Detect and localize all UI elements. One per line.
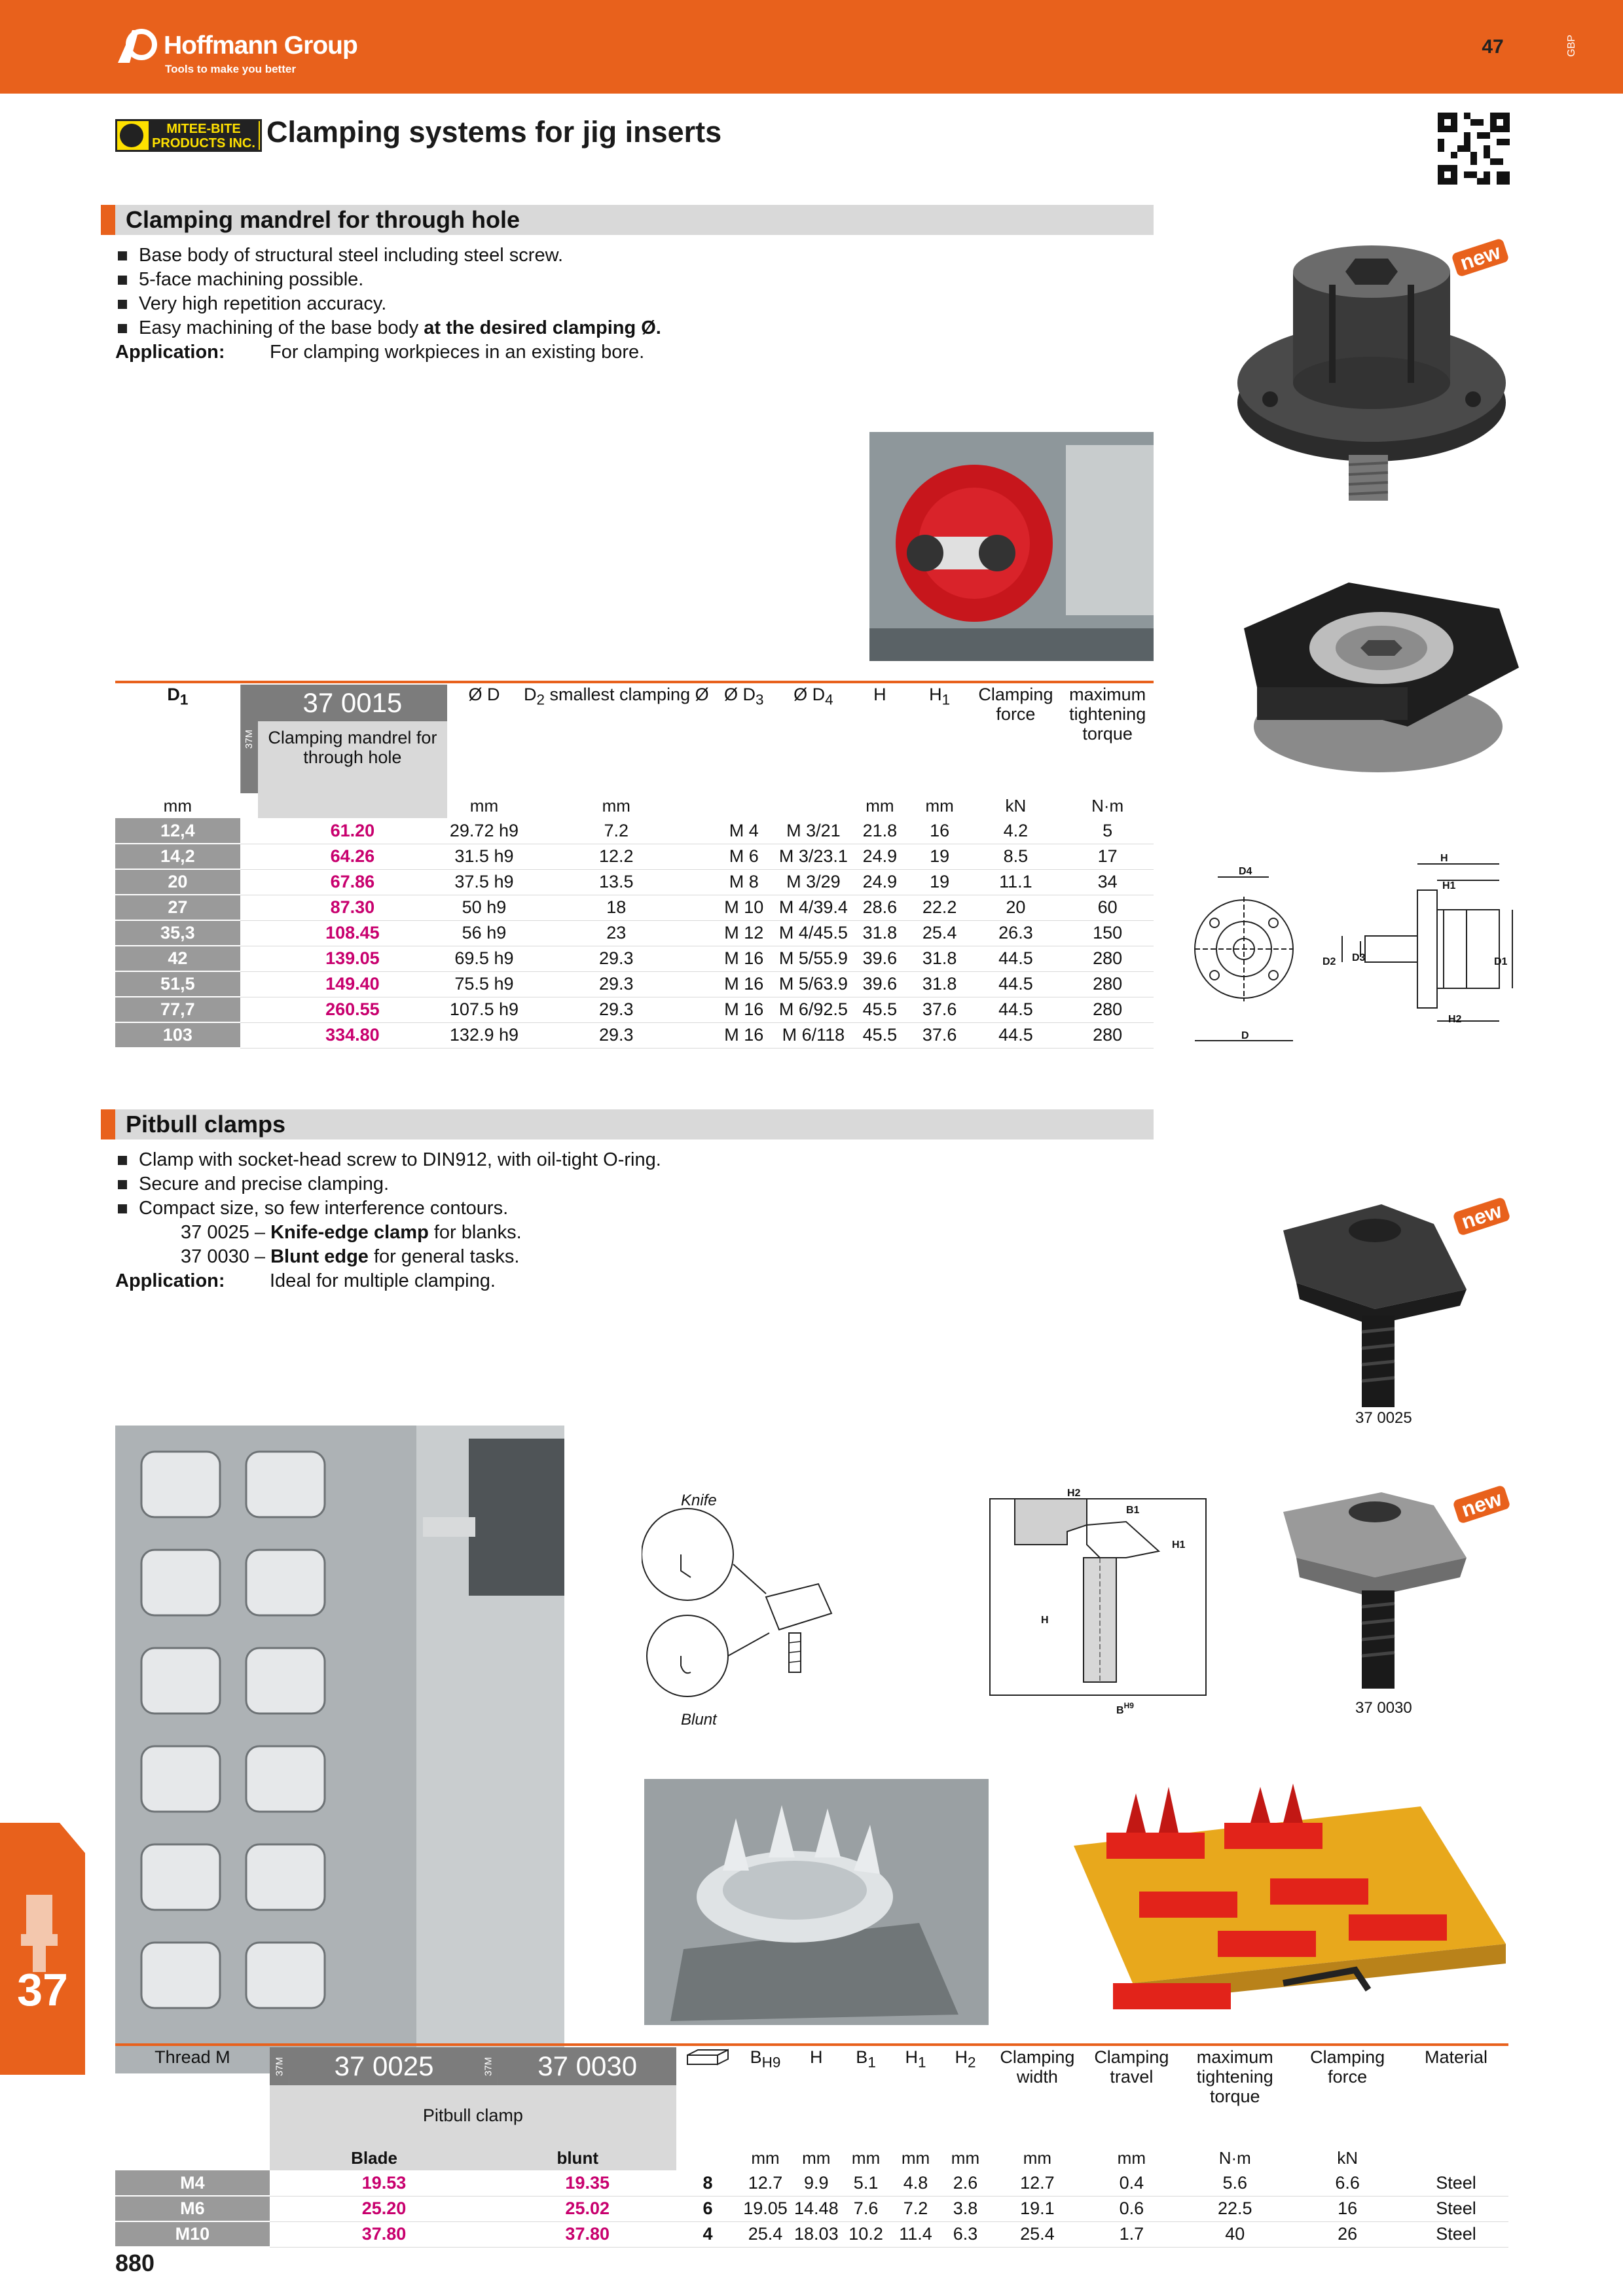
- table-cell: 29.72 h9: [447, 818, 521, 844]
- unit-cell: mm: [802, 2147, 831, 2168]
- table-cell: 25.4: [990, 2221, 1084, 2247]
- col-header-clamping-travel: Clamping travel: [1094, 2047, 1169, 2087]
- table-cell: 31.8: [909, 946, 970, 971]
- table-cell: [270, 2221, 289, 2247]
- pack-quantity-cell: 6: [676, 2196, 739, 2221]
- dim-label-b1: B1: [1126, 1505, 1140, 1516]
- price-cell: 37.80: [289, 2221, 479, 2247]
- table-row: [115, 2196, 1508, 2221]
- row-key-cell: 27: [115, 895, 240, 920]
- table-cell: M 5/63.9: [776, 971, 850, 997]
- table-cell: 26: [1291, 2221, 1404, 2247]
- article-description: Pitbull clamp: [270, 2085, 676, 2145]
- bullet-item: Base body of structural steel including steel screw.: [115, 243, 953, 268]
- price-cell: 25.20: [289, 2196, 479, 2221]
- table-cell: [479, 2221, 498, 2247]
- table-cell: 11.1: [970, 869, 1062, 895]
- table-cell: 12.2: [521, 844, 712, 869]
- bullet-item: Compact size, so few interference contours.: [115, 1196, 953, 1221]
- section-title-pitbull: Pitbull clamps: [101, 1109, 1154, 1139]
- price-cell: 19.35: [498, 2170, 676, 2196]
- table-cell: [240, 844, 258, 869]
- brand-logo: [115, 20, 397, 79]
- unit-cell: mm: [851, 2147, 881, 2168]
- table-cell: 7.6: [841, 2196, 891, 2221]
- col-header-h2: $H_2$: [955, 2047, 976, 2071]
- row-key-cell: 42: [115, 946, 240, 971]
- col-header-h1: $H_1$: [905, 2047, 926, 2071]
- unit-cell: mm: [951, 2147, 980, 2168]
- col-header-d2: $D_2$ smallest clamping Ø: [524, 685, 709, 708]
- dim-label-d: D: [1241, 1030, 1249, 1041]
- row-key-cell: 77,7: [115, 997, 240, 1022]
- row-key-cell: 103: [115, 1022, 240, 1048]
- table-cell: M 4: [712, 818, 776, 844]
- row-key-cell: M10: [115, 2221, 270, 2247]
- table-cell: [270, 2196, 289, 2221]
- table-cell: 19: [909, 869, 970, 895]
- table-cell: 18: [521, 895, 712, 920]
- logo-icon: [115, 25, 160, 64]
- table-cell: 6.3: [941, 2221, 991, 2247]
- mandrel-table: [115, 685, 1154, 1049]
- table-cell: 29.3: [521, 1022, 712, 1048]
- table-cell: 22.2: [909, 895, 970, 920]
- table-cell: 31.8: [850, 920, 909, 946]
- pack-quantity-cell: 4: [676, 2221, 739, 2247]
- col-header-h: H: [873, 685, 886, 704]
- row-key-cell: 51,5: [115, 971, 240, 997]
- price-cell: 19.53: [289, 2170, 479, 2196]
- language-code: GBP: [1566, 35, 1577, 57]
- table-cell: 107.5 h9: [447, 997, 521, 1022]
- table-cell: 18.03: [792, 2221, 841, 2247]
- bullet-item: Secure and precise clamping.: [115, 1172, 953, 1196]
- table-cell: 6.6: [1291, 2170, 1404, 2196]
- col-header-bh9: $B_{H9}$: [750, 2047, 781, 2071]
- price-cell: 67.86: [258, 869, 447, 895]
- unit-cell: mm: [866, 795, 894, 816]
- table-cell: [240, 997, 258, 1022]
- col-header-material: Material: [1425, 2047, 1488, 2067]
- table-cell: 150: [1061, 920, 1154, 946]
- machine-application-photo: [869, 432, 1154, 661]
- table-cell: 17: [1061, 844, 1154, 869]
- table-cell: 29.3: [521, 997, 712, 1022]
- page-number-bottom: 880: [115, 2250, 155, 2276]
- unit-cell: mm: [925, 795, 954, 816]
- table-row: [115, 971, 1154, 997]
- col-header-clamping-force: Clamping force: [1310, 2047, 1385, 2087]
- bullet-item: Clamp with socket-head screw to DIN912, with oil-tight O-ring.: [115, 1148, 953, 1172]
- pitbull-dimension-drawing: [989, 1486, 1211, 1728]
- table-row: [115, 2170, 1508, 2196]
- table-cell: 29.3: [521, 946, 712, 971]
- col-header-h: H: [810, 2047, 823, 2067]
- table-cell: 132.9 h9: [447, 1022, 521, 1048]
- table-cell: 37.5 h9: [447, 869, 521, 895]
- table-cell: 25.4: [909, 920, 970, 946]
- dim-label-h: H: [1041, 1615, 1049, 1626]
- table-cell: 45.5: [850, 997, 909, 1022]
- table-cell: [479, 2170, 498, 2196]
- bullet-item: Very high repetition accuracy.: [115, 292, 953, 316]
- col-header-max-torque: maximum tightening torque: [1069, 685, 1146, 744]
- table-row: [115, 920, 1154, 946]
- fixture-photo: [644, 1779, 989, 2025]
- table-cell: 21.8: [850, 818, 909, 844]
- table-cell: 69.5 h9: [447, 946, 521, 971]
- table-cell: 39.6: [850, 971, 909, 997]
- price-cell: 61.20: [258, 818, 447, 844]
- article-number-blunt: 37 0030: [498, 2047, 676, 2085]
- dim-label-h1: H1: [1172, 1539, 1186, 1551]
- mitee-bite-logo-text: MITEE-BITE PRODUCTS INC.: [149, 121, 259, 150]
- col-header-blunt: blunt: [479, 2145, 676, 2170]
- col-header-h1: $H_1$: [929, 685, 951, 708]
- row-key-cell: 35,3: [115, 920, 240, 946]
- brand-name: Hoffmann Group: [164, 31, 357, 60]
- table-cell: 31.8: [909, 971, 970, 997]
- table-cell: 44.5: [970, 971, 1062, 997]
- table-row: [115, 869, 1154, 895]
- brand-tagline: Tools to make you better: [165, 63, 296, 75]
- mitee-bite-badge: [115, 119, 262, 152]
- table-cell: 3.8: [941, 2196, 991, 2221]
- table-cell: 50 h9: [447, 895, 521, 920]
- article-number-knife: 37 0025: [289, 2047, 479, 2085]
- table-row: [115, 844, 1154, 869]
- price-cell: 25.02: [498, 2196, 676, 2221]
- pitbull-table: [115, 2047, 1508, 2248]
- table-cell: 280: [1061, 1022, 1154, 1048]
- table-cell: 26.3: [970, 920, 1062, 946]
- table-cell: 20: [970, 895, 1062, 920]
- row-key-cell: 20: [115, 869, 240, 895]
- table-cell: 7.2: [891, 2196, 941, 2221]
- table-cell: [270, 2170, 289, 2196]
- unit-cell: mm: [751, 2147, 780, 2168]
- section1-bullets: [115, 243, 953, 365]
- knife-blunt-diagram: [642, 1486, 884, 1734]
- unit-cell: mm: [469, 795, 499, 816]
- diagram-label-knife: Knife: [681, 1492, 717, 1509]
- table-cell: M 3/23.1: [776, 844, 850, 869]
- section2-bullets: [115, 1148, 953, 1293]
- table-cell: 5: [1061, 818, 1154, 844]
- unit-cell: N·m: [1218, 2147, 1251, 2168]
- table-cell: 45.5: [850, 1022, 909, 1048]
- table-cell: 2.6: [941, 2170, 991, 2196]
- table-cell: 37.6: [909, 1022, 970, 1048]
- multiple-clamping-photo: [115, 1426, 564, 2073]
- table-row: [115, 895, 1154, 920]
- clamping-mandrel-topview-photo: [1231, 569, 1525, 792]
- dim-label-h2: H2: [1067, 1488, 1081, 1499]
- table-cell: M 6/118: [776, 1022, 850, 1048]
- price-cell: 37.80: [498, 2221, 676, 2247]
- table-cell: 16: [1291, 2196, 1404, 2221]
- col-header-d1: $D_1$: [167, 685, 189, 708]
- application-line: Application: For clamping workpieces in an existing bore.: [115, 342, 645, 363]
- table-cell: M 3/29: [776, 869, 850, 895]
- article-number: 37 0015: [258, 685, 447, 721]
- table-cell: 31.5 h9: [447, 844, 521, 869]
- table-cell: M 16: [712, 971, 776, 997]
- price-cell: 334.80: [258, 1022, 447, 1048]
- table-cell: M 4/45.5: [776, 920, 850, 946]
- unit-cell: mm: [1117, 2147, 1146, 2168]
- qr-code-icon: [1438, 113, 1510, 185]
- table-cell: [240, 869, 258, 895]
- clamping-mandrel-photo: [1231, 232, 1525, 514]
- table1-top-rule: [115, 681, 1154, 683]
- page-number-top: 47: [1482, 36, 1504, 58]
- unit-cell: mm: [901, 2147, 930, 2168]
- price-cell: 149.40: [258, 971, 447, 997]
- new-badge: new: [1451, 238, 1510, 278]
- col-header-b1: $B_1$: [856, 2047, 876, 2071]
- price-cell: 260.55: [258, 997, 447, 1022]
- table-cell: [240, 1022, 258, 1048]
- table-cell: [240, 946, 258, 971]
- blunt-clamp-photo: [1270, 1479, 1519, 1695]
- mandrel-dimension-drawing: [1192, 851, 1519, 1047]
- table-cell: 280: [1061, 946, 1154, 971]
- col-header-clamping-force: Clamping force: [978, 685, 1053, 724]
- table-cell: 4.8: [891, 2170, 941, 2196]
- table-cell: [240, 895, 258, 920]
- table-cell: 39.6: [850, 946, 909, 971]
- dim-label-d4: D4: [1239, 866, 1252, 877]
- new-badge: new: [1452, 1484, 1511, 1524]
- table-cell: M 12: [712, 920, 776, 946]
- dim-label-d2: D2: [1322, 956, 1336, 967]
- table-cell: 19.05: [739, 2196, 792, 2221]
- table-cell: [240, 971, 258, 997]
- variant-knife-line: 37 0025 – Knife-edge clamp for blanks.: [181, 1222, 522, 1243]
- table-cell: M 5/55.9: [776, 946, 850, 971]
- table-cell: Steel: [1404, 2170, 1508, 2196]
- table-cell: 8.5: [970, 844, 1062, 869]
- new-badge: new: [1452, 1196, 1511, 1236]
- table-cell: 24.9: [850, 844, 909, 869]
- unit-cell: mm: [602, 795, 630, 816]
- unit-cell: kN: [1337, 2147, 1359, 2168]
- table-cell: 12.7: [739, 2170, 792, 2196]
- table-cell: 13.5: [521, 869, 712, 895]
- table-cell: 44.5: [970, 1022, 1062, 1048]
- table-cell: 0.6: [1084, 2196, 1178, 2221]
- col-header-max-torque: maximum tightening torque: [1196, 2047, 1273, 2106]
- unit-cell: mm: [1023, 2147, 1052, 2168]
- unit-cell: N·m: [1091, 795, 1124, 816]
- table-cell: 9.9: [792, 2170, 841, 2196]
- table-cell: 19: [909, 844, 970, 869]
- price-cell: 64.26: [258, 844, 447, 869]
- unit-cell: kN: [1005, 795, 1027, 816]
- article-description: Clamping mandrel for through hole: [258, 721, 447, 774]
- row-key-cell: M6: [115, 2196, 270, 2221]
- table-cell: Steel: [1404, 2196, 1508, 2221]
- pack-quantity-cell: 8: [676, 2170, 739, 2196]
- table-cell: M 16: [712, 1022, 776, 1048]
- table-cell: 5.6: [1178, 2170, 1291, 2196]
- table-cell: 280: [1061, 971, 1154, 997]
- table-row: [115, 946, 1154, 971]
- table-row: [115, 1022, 1154, 1048]
- table-cell: 34: [1061, 869, 1154, 895]
- chapter-number: 37: [17, 1964, 68, 2015]
- table-cell: 7.2: [521, 818, 712, 844]
- table-cell: 44.5: [970, 946, 1062, 971]
- pack-icon: [676, 2047, 739, 2145]
- chapter-tab: [0, 1823, 85, 2075]
- page-title: Clamping systems for jig inserts: [266, 115, 722, 149]
- unit-cell: mm: [163, 795, 192, 816]
- table-cell: [479, 2196, 498, 2221]
- table-cell: 19.1: [990, 2196, 1084, 2221]
- dim-label-h2: H2: [1448, 1014, 1462, 1025]
- table-cell: 40: [1178, 2221, 1291, 2247]
- bullet-item: Easy machining of the base body at the desired clamping Ø.: [115, 316, 953, 340]
- table-cell: 28.6: [850, 895, 909, 920]
- table-cell: Steel: [1404, 2221, 1508, 2247]
- table-cell: 280: [1061, 997, 1154, 1022]
- table-cell: 5.1: [841, 2170, 891, 2196]
- table-cell: 56 h9: [447, 920, 521, 946]
- col-header-clamping-width: Clamping width: [1000, 2047, 1075, 2087]
- table-cell: M 3/21: [776, 818, 850, 844]
- article-prefix: 37M: [270, 2047, 289, 2085]
- price-cell: 139.05: [258, 946, 447, 971]
- table-row: [115, 997, 1154, 1022]
- table-cell: 11.4: [891, 2221, 941, 2247]
- bullet-item: 5-face machining possible.: [115, 268, 953, 292]
- table-cell: 44.5: [970, 997, 1062, 1022]
- price-cell: 87.30: [258, 895, 447, 920]
- table-cell: 14.48: [792, 2196, 841, 2221]
- row-key-cell: 14,2: [115, 844, 240, 869]
- dim-label-h1: H1: [1442, 880, 1456, 891]
- table-cell: 23: [521, 920, 712, 946]
- table-cell: 60: [1061, 895, 1154, 920]
- col-header-thread: Thread M: [155, 2047, 230, 2067]
- diagram-label-blunt: Blunt: [681, 1711, 717, 1729]
- row-key-cell: M4: [115, 2170, 270, 2196]
- col-header-d4: Ø $D_4$: [793, 685, 833, 708]
- clamping-plate-photo: [1054, 1774, 1506, 2036]
- table-cell: [240, 920, 258, 946]
- table-cell: 12.7: [990, 2170, 1084, 2196]
- table-row: [115, 2221, 1508, 2247]
- table-cell: M 6: [712, 844, 776, 869]
- table-cell: M 6/92.5: [776, 997, 850, 1022]
- table-cell: 37.6: [909, 997, 970, 1022]
- variant-blunt-line: 37 0030 – Blunt edge for general tasks.: [181, 1246, 520, 1267]
- table-cell: M 10: [712, 895, 776, 920]
- table-cell: 29.3: [521, 971, 712, 997]
- table-cell: M 16: [712, 997, 776, 1022]
- blunt-clamp-caption: 37 0030: [1355, 1699, 1412, 1717]
- knife-clamp-photo: [1270, 1185, 1519, 1414]
- row-key-cell: 12,4: [115, 818, 240, 844]
- table-cell: M 16: [712, 946, 776, 971]
- table-cell: 1.7: [1084, 2221, 1178, 2247]
- col-header-d3: Ø $D_3$: [723, 685, 764, 708]
- table-cell: M 4/39.4: [776, 895, 850, 920]
- dim-label-bh9: $B^{H9}$: [1116, 1701, 1134, 1716]
- table-cell: 4.2: [970, 818, 1062, 844]
- col-header-d: Ø D: [468, 685, 500, 704]
- table-cell: 75.5 h9: [447, 971, 521, 997]
- table-cell: 24.9: [850, 869, 909, 895]
- table-cell: 0.4: [1084, 2170, 1178, 2196]
- article-prefix: 37M: [479, 2047, 498, 2085]
- table-cell: M 8: [712, 869, 776, 895]
- section-title-clamping-mandrel: Clamping mandrel for through hole: [101, 205, 1154, 235]
- table-cell: 16: [909, 818, 970, 844]
- table-cell: 22.5: [1178, 2196, 1291, 2221]
- dim-label-d1: D1: [1494, 956, 1508, 967]
- table2-top-rule: [115, 2043, 1508, 2046]
- table-cell: 25.4: [739, 2221, 792, 2247]
- table-cell: [240, 818, 258, 844]
- table-row: [115, 818, 1154, 844]
- article-prefix: 37M: [240, 685, 258, 793]
- col-header-blade: Blade: [270, 2145, 479, 2170]
- price-cell: 108.45: [258, 920, 447, 946]
- dim-label-d3: D3: [1352, 952, 1366, 963]
- dim-label-h: H: [1440, 853, 1448, 864]
- application-line: Application: Ideal for multiple clamping.: [115, 1270, 496, 1291]
- knife-clamp-caption: 37 0025: [1355, 1409, 1412, 1427]
- table-cell: 10.2: [841, 2221, 891, 2247]
